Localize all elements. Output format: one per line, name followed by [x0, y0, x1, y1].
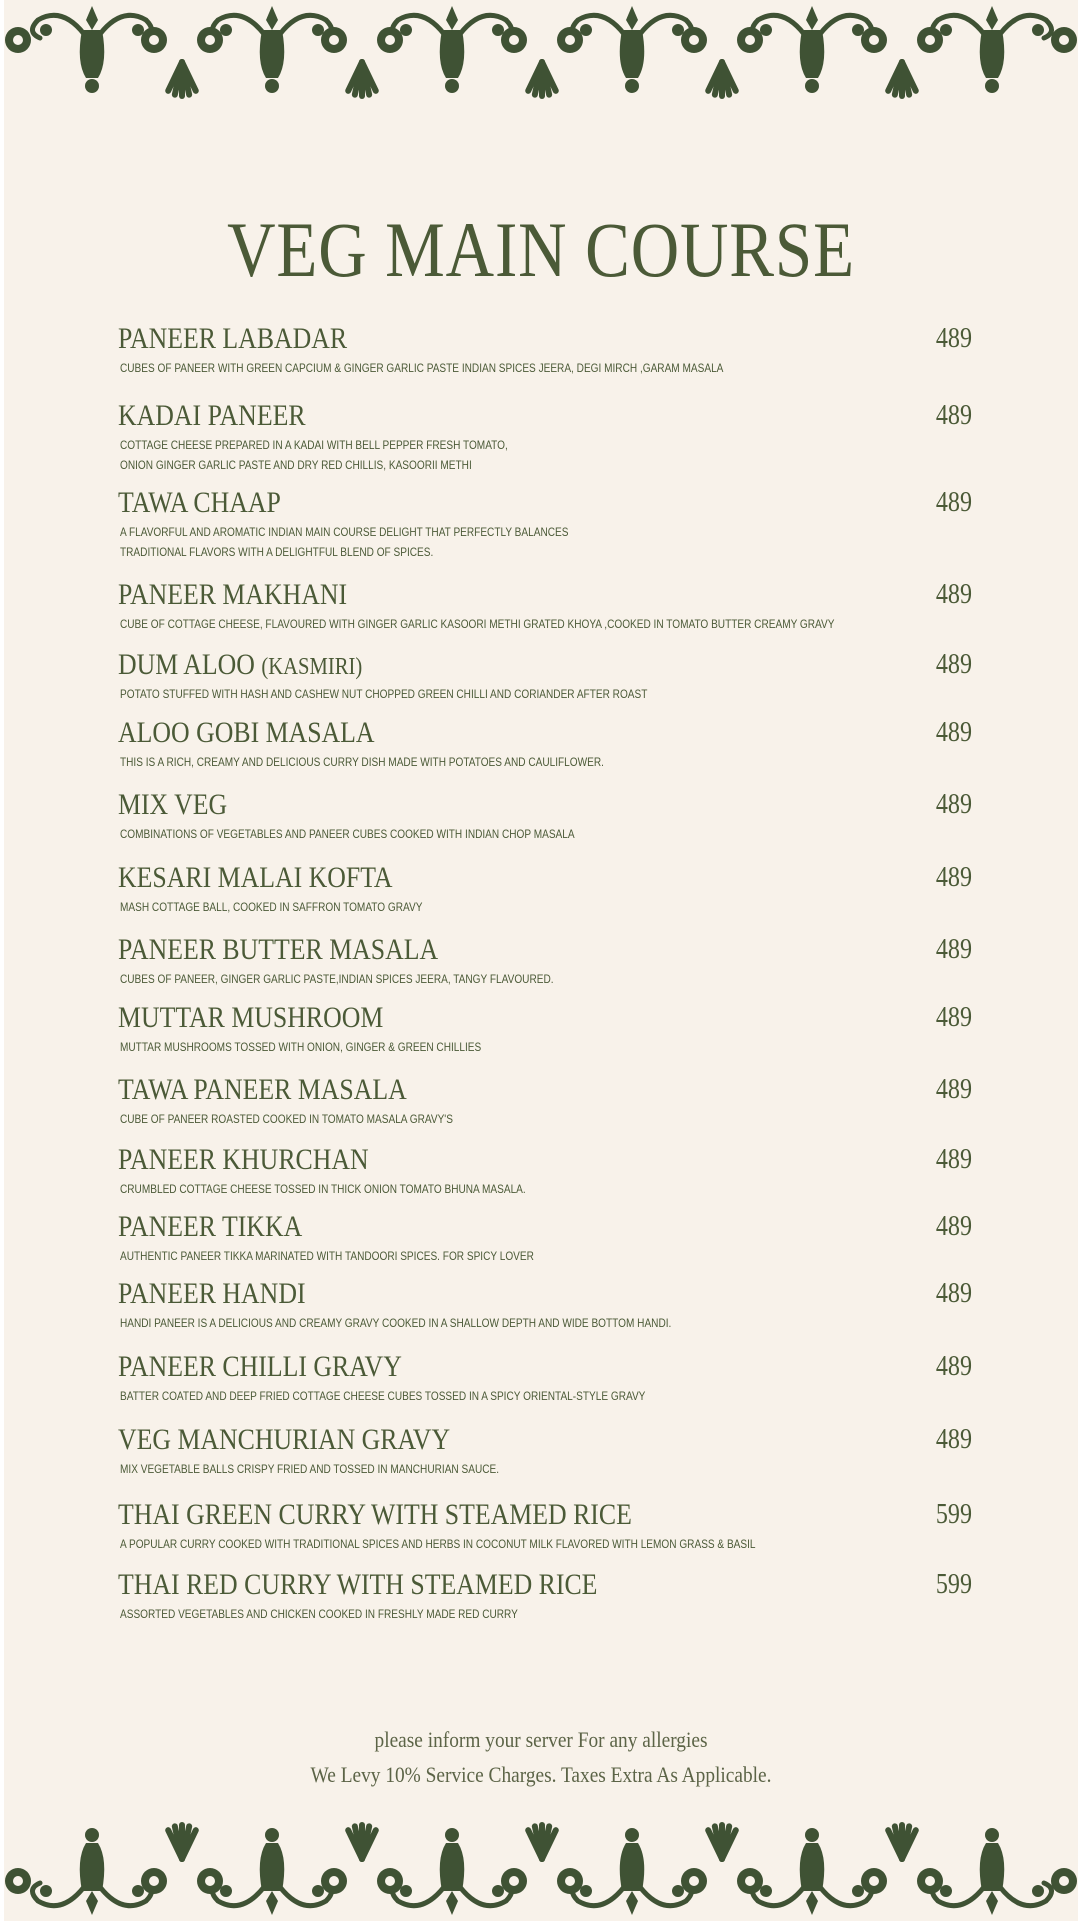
menu-item-description: MASH COTTAGE BALL, COOKED IN SAFFRON TOMATO GRAVY — [120, 900, 423, 914]
menu-item-price: 489 — [935, 862, 972, 893]
menu-item-description: CRUMBLED COTTAGE CHEESE TOSSED IN THICK ONION TOMATO BHUNA MASALA. — [120, 1182, 526, 1196]
menu-item-name-text: PANEER TIKKA — [118, 1210, 303, 1243]
menu-item-name — [118, 1277, 306, 1311]
menu-item-price: 489 — [935, 717, 972, 748]
menu-item-name — [118, 1350, 402, 1384]
menu-item-name-text: PANEER CHILLI GRAVY — [118, 1350, 402, 1383]
menu-item-name-text: THAI GREEN CURRY WITH STEAMED RICE — [118, 1498, 632, 1531]
menu-item-description: AUTHENTIC PANEER TIKKA MARINATED WITH TANDOORI SPICES. FOR SPICY LOVER — [120, 1249, 534, 1263]
menu-item-description: COMBINATIONS OF VEGETABLES AND PANEER CUBES COOKED WITH INDIAN CHOP MASALA — [120, 827, 575, 841]
menu-item-name — [118, 1498, 632, 1532]
menu-item-price: 489 — [935, 487, 972, 518]
menu-item-name — [118, 788, 227, 822]
menu-item-name — [118, 861, 393, 895]
menu-item-description: A FLAVORFUL AND AROMATIC INDIAN MAIN COURSE DELIGHT THAT PERFECTLY BALANCES TRADITIONAL FLAVORS WITH A DELIGHTFUL BLEND OF SPICES. — [120, 525, 569, 559]
menu-item-name — [118, 322, 347, 356]
menu-item-description: CUBE OF PANEER ROASTED COOKED IN TOMATO MASALA GRAVY'S — [120, 1112, 453, 1126]
menu-item-name — [118, 716, 375, 750]
menu-item-description: COTTAGE CHEESE PREPARED IN A KADAI WITH BELL PEPPER FRESH TOMATO, ONION GINGER GARLIC PASTE AND DRY RED CHILLIS, KASOORII METHI — [120, 438, 508, 472]
menu-item-price: 489 — [935, 579, 972, 610]
menu-title: VEG MAIN COURSE — [227, 206, 855, 293]
menu-item-name-text: TAWA CHAAP — [118, 486, 281, 519]
menu-item-price: 489 — [935, 1074, 972, 1105]
menu-item-description: MIX VEGETABLE BALLS CRISPY FRIED AND TOSSED IN MANCHURIAN SAUCE. — [120, 1462, 500, 1476]
menu-item-price: 489 — [935, 1351, 972, 1382]
menu-item-name — [118, 1568, 597, 1602]
menu-item-description: HANDI PANEER IS A DELICIOUS AND CREAMY GRAVY COOKED IN A SHALLOW DEPTH AND WIDE BOTTOM HANDI. — [120, 1316, 672, 1330]
menu-item-name-suffix: (KASMIRI) — [261, 654, 363, 680]
menu-item-description: MUTTAR MUSHROOMS TOSSED WITH ONION, GINGER & GREEN CHILLIES — [120, 1040, 482, 1054]
menu-item-price: 489 — [935, 1424, 972, 1455]
menu-item-name-text: KESARI MALAI KOFTA — [118, 861, 393, 894]
menu-item-description: BATTER COATED AND DEEP FRIED COTTAGE CHEESE CUBES TOSSED IN A SPICY ORIENTAL-STYLE GRAVY — [120, 1389, 646, 1403]
menu-item-name — [118, 399, 306, 433]
menu-item-name — [118, 933, 438, 967]
menu-item-name-text: DUM ALOO — [118, 648, 255, 681]
menu-item-name-text: MUTTAR MUSHROOM — [118, 1001, 384, 1034]
menu-item-price: 489 — [935, 649, 972, 680]
menu-item-description: A POPULAR CURRY COOKED WITH TRADITIONAL SPICES AND HERBS IN COCONUT MILK FLAVORED WITH LEMON GRASS & BASIL — [120, 1537, 756, 1551]
menu-item-name-text: PANEER BUTTER MASALA — [118, 933, 439, 966]
menu-item-description: CUBES OF PANEER, GINGER GARLIC PASTE,INDIAN SPICES JEERA, TANGY FLAVOURED. — [120, 972, 554, 986]
menu-item-name — [118, 1423, 450, 1457]
menu-item-name-text: PANEER MAKHANI — [118, 578, 348, 611]
menu-item-name — [118, 648, 362, 684]
menu-item-list — [4, 0, 1078, 1700]
menu-item-price: 489 — [935, 323, 972, 354]
menu-item-name — [118, 578, 347, 612]
menu-item-name-text: PANEER KHURCHAN — [118, 1143, 369, 1176]
menu-item-price: 489 — [935, 789, 972, 820]
menu-item-name-text: THAI RED CURRY WITH STEAMED RICE — [118, 1568, 598, 1601]
menu-item-description: ASSORTED VEGETABLES AND CHICKEN COOKED IN FRESHLY MADE RED CURRY — [120, 1607, 518, 1621]
menu-item-name-text: MIX VEG — [118, 788, 228, 821]
menu-item-description: CUBES OF PANEER WITH GREEN CAPCIUM & GINGER GARLIC PASTE INDIAN SPICES JEERA, DEGI MIRCH ,GARAM MASALA — [120, 361, 724, 375]
menu-item-name — [118, 486, 281, 520]
menu-item-name-text: PANEER HANDI — [118, 1277, 306, 1310]
service-charge-note: We Levy 10% Service Charges. Taxes Extra As Applicable. — [310, 1762, 772, 1787]
menu-item-price: 489 — [935, 1002, 972, 1033]
menu-item-description: POTATO STUFFED WITH HASH AND CASHEW NUT CHOPPED GREEN CHILLI AND CORIANDER AFTER ROAST — [120, 687, 648, 701]
menu-item-name-text: KADAI PANEER — [118, 399, 306, 432]
menu-item-price: 489 — [935, 934, 972, 965]
menu-item-name-text: ALOO GOBI MASALA — [118, 716, 375, 749]
menu-item-price: 599 — [935, 1499, 972, 1530]
allergy-note: please inform your server For any allergies — [374, 1727, 708, 1752]
menu-item-price: 599 — [935, 1569, 972, 1600]
menu-item-name-text: PANEER LABADAR — [118, 322, 348, 355]
menu-item-name — [118, 1001, 383, 1035]
menu-item-price: 489 — [935, 1211, 972, 1242]
menu-item-name-text: VEG MANCHURIAN GRAVY — [118, 1423, 451, 1456]
menu-item-description: THIS IS A RICH, CREAMY AND DELICIOUS CURRY DISH MADE WITH POTATOES AND CAULIFLOWER. — [120, 755, 604, 769]
menu-item-name — [118, 1210, 302, 1244]
menu-page — [4, 0, 1078, 1921]
floral-border-bottom-icon — [4, 1796, 1078, 1921]
menu-item-name — [118, 1073, 407, 1107]
menu-item-name-text: TAWA PANEER MASALA — [118, 1073, 407, 1106]
menu-item-price: 489 — [935, 1144, 972, 1175]
menu-item-price: 489 — [935, 400, 972, 431]
menu-item-price: 489 — [935, 1278, 972, 1309]
menu-item-description: CUBE OF COTTAGE CHEESE, FLAVOURED WITH GINGER GARLIC KASOORI METHI GRATED KHOYA ,COOKED IN TOMATO BUTTER CREAMY GRAVY — [120, 617, 835, 631]
menu-item-name — [118, 1143, 369, 1177]
